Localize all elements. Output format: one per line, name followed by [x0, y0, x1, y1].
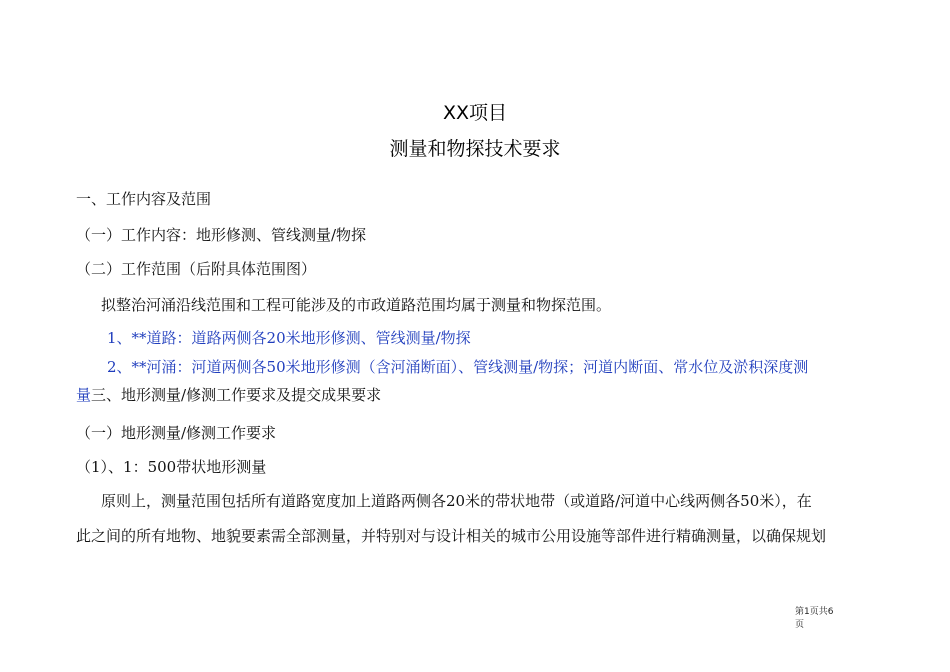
section-heading-topographic: 三、地形测量/修测工作要求及提交成果要求 [91, 386, 382, 404]
continued-line-with-section-heading [76, 385, 381, 405]
list-item-road: 1、**道路：道路两侧各20米地形修测、管线测量/物探 [107, 329, 471, 347]
paragraph-survey-range-continued: 此之间的所有地物、地貌要素需全部测量，并特别对与设计相关的城市公用设施等部件进行精确测量，以确保规划 [76, 527, 827, 545]
paragraph-survey-range: 原则上，测量范围包括所有道路宽度加上道路两侧各20米的带状地带（或道路/河道中心线两侧各50米），在 [101, 492, 812, 510]
document-title: XX项目 [442, 102, 508, 124]
page-number-line-2: 页 [795, 620, 805, 630]
list-item-river: 2、**河涌：河道两侧各50米地形修测（含河涌断面）、管线测量/物探；河道内断面、常水位及淤积深度测 [107, 358, 809, 376]
section-heading-scope: 一、工作内容及范围 [76, 190, 212, 208]
subsection-topographic-requirements: （一）地形测量/修测工作要求 [76, 424, 277, 442]
item-strip-survey: （1）、1：500带状地形测量 [76, 458, 267, 476]
subsection-work-range: （二）工作范围（后附具体范围图） [76, 260, 317, 278]
list-item-river-continuation: 量 [76, 386, 92, 404]
subsection-work-content: （一）工作内容：地形修测、管线测量/物探 [76, 226, 367, 244]
page-number-line-1: 第1页共6 [795, 607, 834, 617]
page-number [795, 606, 855, 632]
document-subtitle: 测量和物探技术要求 [389, 138, 561, 160]
paragraph-range-description: 拟整治河涌沿线范围和工程可能涉及的市政道路范围均属于测量和物探范围。 [101, 296, 612, 314]
